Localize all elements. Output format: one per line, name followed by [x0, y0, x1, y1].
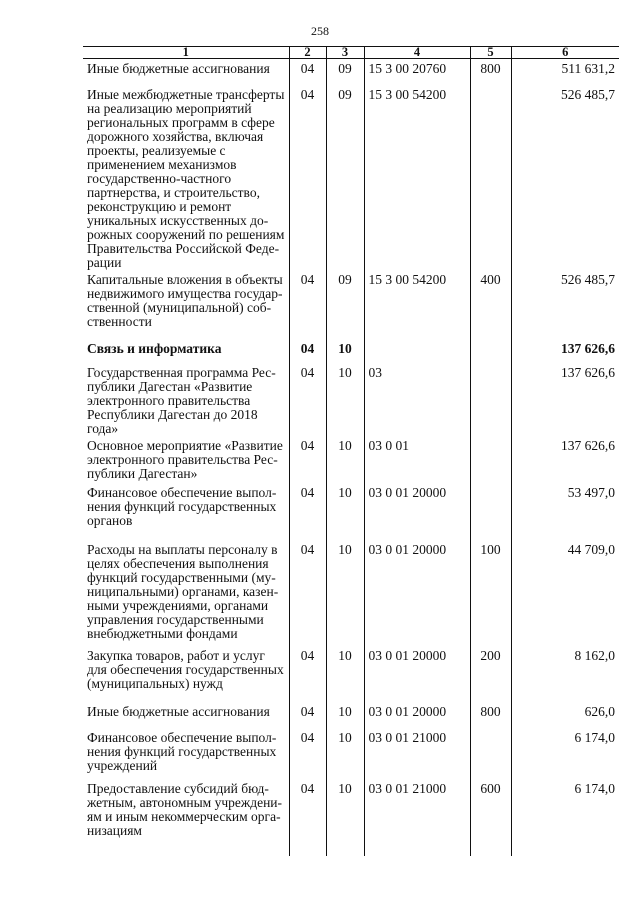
- row-amount-cell: 6 174,0: [511, 728, 619, 779]
- row-subsection-cell: 10: [326, 646, 364, 702]
- row-section-cell: 04: [289, 728, 326, 779]
- row-name-cell: Государственная программа Республики Дагестан «Развитие электронного правительства Республики Дагестан до 2018 года»: [83, 363, 289, 436]
- table-row: [83, 779, 619, 856]
- row-name-cell: Предоставление субсидий бюджетным, автономным учреждениям и иным некоммерческим организациям: [83, 779, 289, 856]
- row-amount-cell: 137 626,6: [511, 436, 619, 483]
- row-section-cell: 04: [289, 339, 326, 363]
- row-target-article-cell: 15 3 00 54200: [364, 85, 470, 270]
- table-row: [83, 646, 619, 702]
- table-row: [83, 436, 619, 483]
- row-expense-type-cell: [470, 339, 511, 363]
- row-target-article-cell: 03 0 01 20000: [364, 646, 470, 702]
- header-col-3: 3: [326, 47, 364, 59]
- row-section-cell: 04: [289, 270, 326, 339]
- row-target-article-cell: 03 0 01: [364, 436, 470, 483]
- row-section-cell: 04: [289, 483, 326, 540]
- table-row: [83, 339, 619, 363]
- row-amount-cell: 6 174,0: [511, 779, 619, 856]
- table-row: [83, 728, 619, 779]
- row-name-cell: Финансовое обеспечение выполнения функций государственных учреждений: [83, 728, 289, 779]
- row-subsection-cell: 10: [326, 339, 364, 363]
- row-amount-cell: 137 626,6: [511, 339, 619, 363]
- row-subsection-cell: 09: [326, 85, 364, 270]
- row-name-cell: Расходы на выплаты персоналу в целях обеспечения выполнения функций государственными (муниципальными) органами, казенными учреждениями, органами управления государственными внебюджетными фондами: [83, 540, 289, 646]
- table-row: [83, 540, 619, 646]
- row-target-article-cell: 03 0 01 21000: [364, 779, 470, 856]
- row-amount-cell: 137 626,6: [511, 363, 619, 436]
- row-target-article-cell: 03 0 01 20000: [364, 540, 470, 646]
- row-name-cell: Иные бюджетные ассигнования: [83, 59, 289, 85]
- row-expense-type-cell: 100: [470, 540, 511, 646]
- table-row: [83, 270, 619, 339]
- header-row: [83, 47, 619, 59]
- row-section-cell: 04: [289, 363, 326, 436]
- row-subsection-cell: 10: [326, 728, 364, 779]
- row-subsection-cell: 10: [326, 436, 364, 483]
- table-row: [83, 85, 619, 270]
- row-amount-cell: 526 485,7: [511, 85, 619, 270]
- table-row: [83, 59, 619, 85]
- row-subsection-cell: 09: [326, 59, 364, 85]
- row-target-article-cell: 03 0 01 20000: [364, 483, 470, 540]
- row-target-article-cell: 03 0 01 20000: [364, 702, 470, 728]
- row-section-cell: 04: [289, 779, 326, 856]
- row-subsection-cell: 10: [326, 779, 364, 856]
- table-row: [83, 702, 619, 728]
- row-target-article-cell: 15 3 00 54200: [364, 270, 470, 339]
- budget-table: [83, 46, 619, 856]
- header-col-5: 5: [470, 47, 511, 59]
- row-target-article-cell: [364, 339, 470, 363]
- row-section-cell: 04: [289, 85, 326, 270]
- row-expense-type-cell: [470, 436, 511, 483]
- row-expense-type-cell: 600: [470, 779, 511, 856]
- row-expense-type-cell: [470, 728, 511, 779]
- row-target-article-cell: 03: [364, 363, 470, 436]
- row-expense-type-cell: 800: [470, 702, 511, 728]
- row-name-cell: Связь и информатика: [83, 339, 289, 363]
- row-expense-type-cell: 200: [470, 646, 511, 702]
- row-amount-cell: 626,0: [511, 702, 619, 728]
- header-col-4: 4: [364, 47, 470, 59]
- row-expense-type-cell: [470, 483, 511, 540]
- row-name-cell: Капитальные вложения в объекты недвижимого имущества государственной (муниципальной) собственности: [83, 270, 289, 339]
- header-col-1: 1: [83, 47, 289, 59]
- row-section-cell: 04: [289, 540, 326, 646]
- row-expense-type-cell: [470, 85, 511, 270]
- row-subsection-cell: 09: [326, 270, 364, 339]
- row-expense-type-cell: 800: [470, 59, 511, 85]
- row-subsection-cell: 10: [326, 540, 364, 646]
- table-row: [83, 363, 619, 436]
- row-subsection-cell: 10: [326, 363, 364, 436]
- row-section-cell: 04: [289, 702, 326, 728]
- header-col-2: 2: [289, 47, 326, 59]
- row-subsection-cell: 10: [326, 702, 364, 728]
- row-section-cell: 04: [289, 646, 326, 702]
- row-name-cell: Иные межбюджетные трансферты на реализацию мероприятий региональных программ в сфере дорожного хозяйства, включая проекты, реализуемые с применением механизмов государственно-частного партнерства, и строительство, реконструкцию и ремонт уникальных искусственных дорожных сооружений по решениям Правительства Российской Федерации: [83, 85, 289, 270]
- header-col-6: 6: [511, 47, 619, 59]
- row-name-cell: Закупка товаров, работ и услуг для обеспечения государственных (муниципальных) нужд: [83, 646, 289, 702]
- table-row: [83, 483, 619, 540]
- row-section-cell: 04: [289, 436, 326, 483]
- row-amount-cell: 44 709,0: [511, 540, 619, 646]
- row-name-cell: Иные бюджетные ассигнования: [83, 702, 289, 728]
- row-name-cell: Финансовое обеспечение выполнения функций государственных органов: [83, 483, 289, 540]
- row-target-article-cell: 03 0 01 21000: [364, 728, 470, 779]
- row-section-cell: 04: [289, 59, 326, 85]
- row-amount-cell: 526 485,7: [511, 270, 619, 339]
- row-name-cell: Основное мероприятие «Развитие электронного правительства Республики Дагестан»: [83, 436, 289, 483]
- row-amount-cell: 8 162,0: [511, 646, 619, 702]
- row-subsection-cell: 10: [326, 483, 364, 540]
- row-amount-cell: 511 631,2: [511, 59, 619, 85]
- row-target-article-cell: 15 3 00 20760: [364, 59, 470, 85]
- page-number: 258: [311, 24, 329, 38]
- row-amount-cell: 53 497,0: [511, 483, 619, 540]
- row-expense-type-cell: [470, 363, 511, 436]
- row-expense-type-cell: 400: [470, 270, 511, 339]
